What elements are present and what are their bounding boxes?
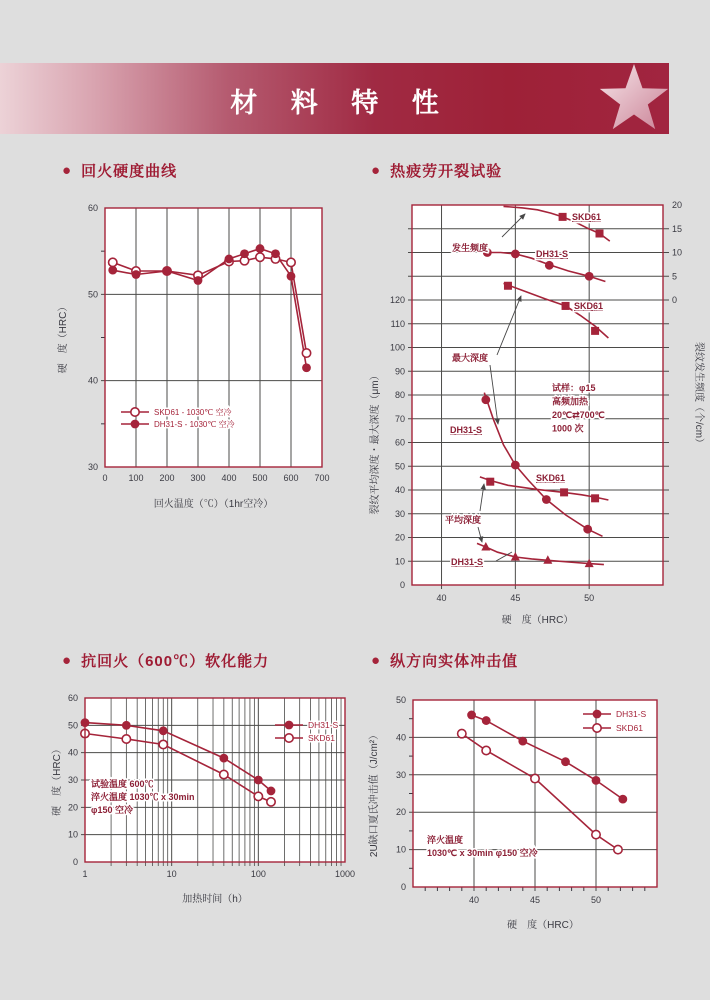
page-title: 材 料 特 性 xyxy=(230,88,452,118)
svg-text:1000 次: 1000 次 xyxy=(552,423,584,434)
svg-text:SKD61: SKD61 xyxy=(308,733,335,743)
svg-text:80: 80 xyxy=(394,390,405,400)
svg-text:45: 45 xyxy=(529,895,541,905)
svg-text:40: 40 xyxy=(67,747,78,758)
svg-text:淬火温度: 淬火温度 xyxy=(427,835,464,845)
svg-text:硬 度（HRC）: 硬 度（HRC） xyxy=(507,920,579,931)
svg-text:发生频度: 发生频度 xyxy=(452,243,489,253)
svg-text:40: 40 xyxy=(394,485,405,495)
svg-text:100: 100 xyxy=(389,342,405,353)
section-title-text: 热疲劳开裂试验 xyxy=(390,163,503,180)
svg-text:DH31-S - 1030℃ 空冷: DH31-S - 1030℃ 空冷 xyxy=(154,420,235,429)
softening-resistance-chart xyxy=(50,683,360,918)
svg-text:SKD61 - 1030℃ 空冷: SKD61 - 1030℃ 空冷 xyxy=(154,408,232,417)
svg-text:最大深度: 最大深度 xyxy=(452,353,489,363)
svg-text:20: 20 xyxy=(394,532,405,543)
svg-text:试样：φ15: 试样：φ15 xyxy=(552,383,596,393)
svg-text:50: 50 xyxy=(394,461,405,472)
svg-text:裂纹平均深度・最大深度（μm）: 裂纹平均深度・最大深度（μm） xyxy=(370,370,381,515)
svg-text:10: 10 xyxy=(67,829,78,840)
svg-text:SKD61: SKD61 xyxy=(574,301,604,311)
svg-text:50: 50 xyxy=(584,593,595,603)
svg-text:淬火温度 1030℃ x 30min: 淬火温度 1030℃ x 30min xyxy=(91,792,195,802)
svg-text:DH31-S: DH31-S xyxy=(536,249,569,259)
longitudinal-impact-chart xyxy=(365,683,710,945)
section-title-thermal-fatigue xyxy=(371,160,502,181)
svg-text:200: 200 xyxy=(159,473,175,483)
svg-text:平均深度: 平均深度 xyxy=(445,515,482,525)
svg-text:30: 30 xyxy=(87,462,98,472)
section-title-impact xyxy=(371,650,518,671)
svg-text:30: 30 xyxy=(67,775,78,785)
svg-text:30: 30 xyxy=(394,508,405,519)
svg-text:DH31-S: DH31-S xyxy=(451,557,484,567)
svg-text:90: 90 xyxy=(394,366,405,377)
svg-text:回火温度（℃）（1hr空冷）: 回火温度（℃）（1hr空冷） xyxy=(153,499,274,510)
svg-text:0: 0 xyxy=(399,580,405,590)
section-title-softening xyxy=(62,650,269,671)
svg-text:700: 700 xyxy=(314,473,330,483)
star-icon xyxy=(594,62,674,138)
bullet-icon: ● xyxy=(62,652,73,669)
section-title-text: 纵方向实体冲击值 xyxy=(390,653,519,670)
svg-text:50: 50 xyxy=(395,695,406,705)
svg-text:加热时间（h）: 加热时间（h） xyxy=(182,894,248,905)
svg-text:20: 20 xyxy=(672,200,683,210)
tempering-hardness-chart xyxy=(50,194,355,524)
svg-text:试验温度 600℃: 试验温度 600℃ xyxy=(91,779,154,789)
svg-text:0: 0 xyxy=(72,857,78,867)
section-title-text: 抗回火（600℃）软化能力 xyxy=(81,653,270,670)
svg-text:DH31-S: DH31-S xyxy=(450,425,483,435)
svg-text:60: 60 xyxy=(67,693,78,703)
svg-text:5: 5 xyxy=(672,271,678,282)
svg-text:裂纹发生频度（个/cm）: 裂纹发生频度（个/cm） xyxy=(693,341,704,449)
svg-text:50: 50 xyxy=(87,289,98,300)
svg-text:硬 度（HRC）: 硬 度（HRC） xyxy=(52,744,63,816)
svg-text:SKD61: SKD61 xyxy=(536,473,566,483)
svg-text:高频加热: 高频加热 xyxy=(552,396,589,407)
svg-text:1000: 1000 xyxy=(334,869,356,879)
svg-text:硬 度（HRC）: 硬 度（HRC） xyxy=(58,301,69,374)
svg-text:60: 60 xyxy=(87,203,98,213)
svg-text:20℃⇄700℃: 20℃⇄700℃ xyxy=(552,410,605,420)
svg-text:50: 50 xyxy=(67,720,78,731)
svg-text:1030℃ x 30min φ150 空冷: 1030℃ x 30min φ150 空冷 xyxy=(427,848,538,858)
svg-text:0: 0 xyxy=(400,882,406,892)
svg-text:120: 120 xyxy=(389,295,405,305)
svg-text:10: 10 xyxy=(394,556,405,567)
svg-text:SKD61: SKD61 xyxy=(616,723,643,733)
section-title-text: 回火硬度曲线 xyxy=(81,163,178,180)
svg-text:10: 10 xyxy=(166,869,177,879)
svg-text:400: 400 xyxy=(221,473,237,483)
svg-text:40: 40 xyxy=(87,375,98,386)
header-banner xyxy=(0,63,669,134)
svg-text:40: 40 xyxy=(436,593,447,603)
svg-text:1: 1 xyxy=(82,869,88,879)
svg-text:110: 110 xyxy=(390,318,405,329)
svg-text:300: 300 xyxy=(190,473,206,483)
svg-text:φ150 空冷: φ150 空冷 xyxy=(91,805,133,815)
svg-text:30: 30 xyxy=(395,769,406,780)
svg-text:40: 40 xyxy=(468,895,480,905)
svg-text:硬 度（HRC）: 硬 度（HRC） xyxy=(501,615,574,626)
svg-text:2U缺口夏氏冲击值（J/cm²）: 2U缺口夏氏冲击值（J/cm²） xyxy=(369,729,380,858)
svg-text:10: 10 xyxy=(395,844,406,855)
svg-text:70: 70 xyxy=(394,413,405,424)
section-title-tempering xyxy=(62,160,177,181)
thermal-fatigue-chart xyxy=(365,196,710,631)
svg-text:DH31-S: DH31-S xyxy=(616,709,647,719)
svg-text:SKD61: SKD61 xyxy=(572,212,602,222)
bullet-icon: ● xyxy=(371,652,382,669)
svg-text:DH31-S: DH31-S xyxy=(308,720,339,730)
svg-text:600: 600 xyxy=(283,473,299,483)
svg-text:100: 100 xyxy=(250,869,266,879)
svg-text:500: 500 xyxy=(252,473,268,483)
svg-text:0: 0 xyxy=(672,295,678,305)
svg-text:20: 20 xyxy=(67,802,78,813)
svg-text:10: 10 xyxy=(672,247,683,258)
bullet-icon: ● xyxy=(62,162,73,179)
svg-text:100: 100 xyxy=(128,473,144,483)
svg-text:60: 60 xyxy=(394,437,405,448)
bullet-icon: ● xyxy=(371,162,382,179)
svg-text:20: 20 xyxy=(395,807,406,818)
svg-text:50: 50 xyxy=(590,895,602,905)
svg-text:15: 15 xyxy=(672,223,683,234)
svg-text:45: 45 xyxy=(510,593,521,603)
svg-text:0: 0 xyxy=(102,473,108,483)
svg-text:40: 40 xyxy=(395,732,406,743)
